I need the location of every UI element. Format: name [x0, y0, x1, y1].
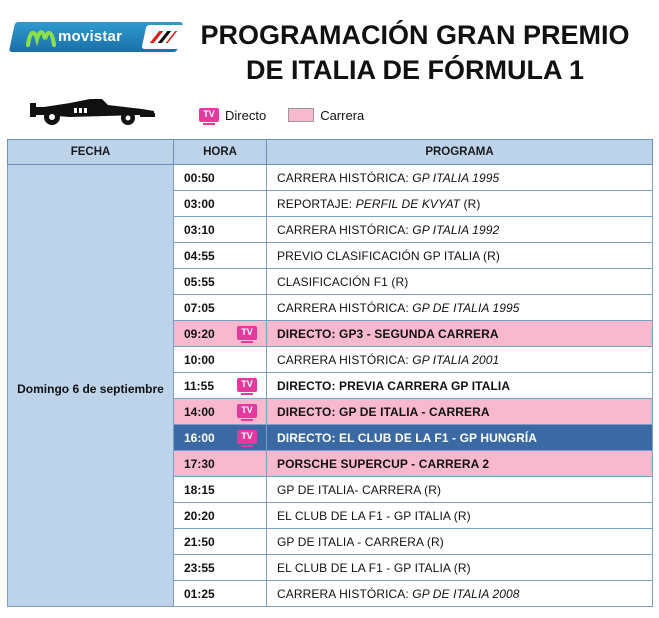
- time-cell: [174, 243, 267, 269]
- legend: [199, 106, 364, 124]
- time-cell: [174, 503, 267, 529]
- time-text: 17:30: [184, 456, 215, 471]
- program-cell: [267, 165, 653, 191]
- table-row: [8, 165, 653, 191]
- program-cell: [267, 399, 653, 425]
- legend-carrera-label: Carrera: [320, 107, 365, 123]
- tv-icon: TV: [237, 378, 257, 392]
- movistar-m-icon: [26, 27, 56, 47]
- program-title-italic: PERFIL DE KVYAT: [355, 196, 461, 211]
- program-title-italic: GP ITALIA 1992: [412, 222, 500, 237]
- program-title-italic: GP ITALIA 1995: [412, 170, 500, 185]
- program-text: CARRERA HISTÓRICA:: [277, 586, 413, 601]
- program-text: CARRERA HISTÓRICA:: [277, 352, 413, 367]
- program-text: CARRERA HISTÓRICA:: [277, 222, 413, 237]
- program-cell: [267, 243, 653, 269]
- motogp-badge: [141, 25, 184, 49]
- time-text: 21:50: [184, 534, 215, 549]
- time-cell: [174, 269, 267, 295]
- time-cell: [174, 451, 267, 477]
- tv-icon: TV: [199, 108, 219, 122]
- program-text: EL CLUB DE LA F1 - GP ITALIA (R): [277, 560, 471, 575]
- program-text: PREVIO CLASIFICACIÓN GP ITALIA (R): [277, 248, 501, 263]
- time-cell: [174, 581, 267, 607]
- program-text: CLASIFICACIÓN F1 (R): [277, 274, 409, 289]
- time-cell: [174, 165, 267, 191]
- time-text: 14:00: [184, 404, 215, 419]
- date-cell: Domingo 6 de septiembre: [8, 165, 174, 607]
- time-cell: [174, 425, 267, 451]
- column-header-fecha: FECHA: [8, 140, 174, 165]
- program-text: GP DE ITALIA- CARRERA (R): [277, 482, 442, 497]
- time-text: 11:55: [184, 378, 215, 393]
- column-header-hora: HORA: [174, 140, 267, 165]
- program-title-italic: GP DE ITALIA 1995: [412, 300, 520, 315]
- program-suffix: (R): [460, 196, 481, 211]
- program-cell: [267, 295, 653, 321]
- program-cell: [267, 529, 653, 555]
- time-text: 05:55: [184, 274, 215, 289]
- time-cell: [174, 555, 267, 581]
- program-text: DIRECTO: GP DE ITALIA - CARRERA: [277, 404, 490, 419]
- program-cell: [267, 321, 653, 347]
- time-text: 00:50: [184, 170, 215, 185]
- motogp-icon: [146, 27, 180, 47]
- program-text: GP DE ITALIA - CARRERA (R): [277, 534, 444, 549]
- program-cell: [267, 451, 653, 477]
- program-text: CARRERA HISTÓRICA:: [277, 170, 413, 185]
- time-text: 01:25: [184, 586, 215, 601]
- program-text: DIRECTO: GP3 - SEGUNDA CARRERA: [277, 326, 499, 341]
- time-cell: [174, 399, 267, 425]
- time-text: 10:00: [184, 352, 215, 367]
- time-cell: [174, 347, 267, 373]
- movistar-motogp-logo: [12, 22, 180, 52]
- time-cell: [174, 321, 267, 347]
- program-cell: [267, 503, 653, 529]
- time-cell: [174, 217, 267, 243]
- logo-text: movistar: [58, 28, 123, 45]
- tv-icon: TV: [237, 326, 257, 340]
- program-cell: [267, 477, 653, 503]
- program-cell: [267, 191, 653, 217]
- program-title-italic: GP ITALIA 2001: [412, 352, 500, 367]
- time-text: 16:00: [184, 430, 215, 445]
- time-cell: [174, 529, 267, 555]
- page-title: [180, 18, 650, 88]
- title-line-2: DE ITALIA DE FÓRMULA 1: [246, 55, 584, 85]
- column-header-programa: PROGRAMA: [267, 140, 653, 165]
- time-cell: [174, 477, 267, 503]
- program-text: REPORTAJE:: [277, 196, 356, 211]
- tv-icon: TV: [237, 404, 257, 418]
- program-text: DIRECTO: PREVIA CARRERA GP ITALIA: [277, 378, 511, 393]
- time-text: 03:00: [184, 196, 215, 211]
- time-text: 03:10: [184, 222, 215, 237]
- program-cell: [267, 347, 653, 373]
- program-text: PORSCHE SUPERCUP - CARRERA 2: [277, 456, 490, 471]
- time-text: 09:20: [184, 326, 215, 341]
- legend-directo-label: Directo: [225, 107, 267, 123]
- title-line-1: PROGRAMACIÓN GRAN PREMIO: [200, 20, 630, 50]
- time-text: 20:20: [184, 508, 215, 523]
- time-cell: [174, 295, 267, 321]
- table-header-row: [8, 140, 653, 165]
- schedule-body: [8, 165, 653, 607]
- tv-icon: TV: [237, 430, 257, 444]
- program-cell: [267, 425, 653, 451]
- time-text: 04:55: [184, 248, 215, 263]
- program-text: EL CLUB DE LA F1 - GP ITALIA (R): [277, 508, 471, 523]
- time-text: 07:05: [184, 300, 215, 315]
- program-title-italic: GP DE ITALIA 2008: [412, 586, 520, 601]
- program-cell: [267, 581, 653, 607]
- f1-car-icon: [30, 93, 155, 127]
- time-cell: [174, 191, 267, 217]
- time-text: 18:15: [184, 482, 215, 497]
- program-cell: [267, 373, 653, 399]
- program-text: DIRECTO: EL CLUB DE LA F1 - GP HUNGRÍA: [277, 430, 538, 445]
- legend-carrera-swatch: [288, 108, 314, 122]
- program-cell: [267, 555, 653, 581]
- time-cell: [174, 373, 267, 399]
- time-text: 23:55: [184, 560, 215, 575]
- program-cell: [267, 269, 653, 295]
- program-cell: [267, 217, 653, 243]
- schedule-table: [7, 139, 653, 607]
- program-text: CARRERA HISTÓRICA:: [277, 300, 413, 315]
